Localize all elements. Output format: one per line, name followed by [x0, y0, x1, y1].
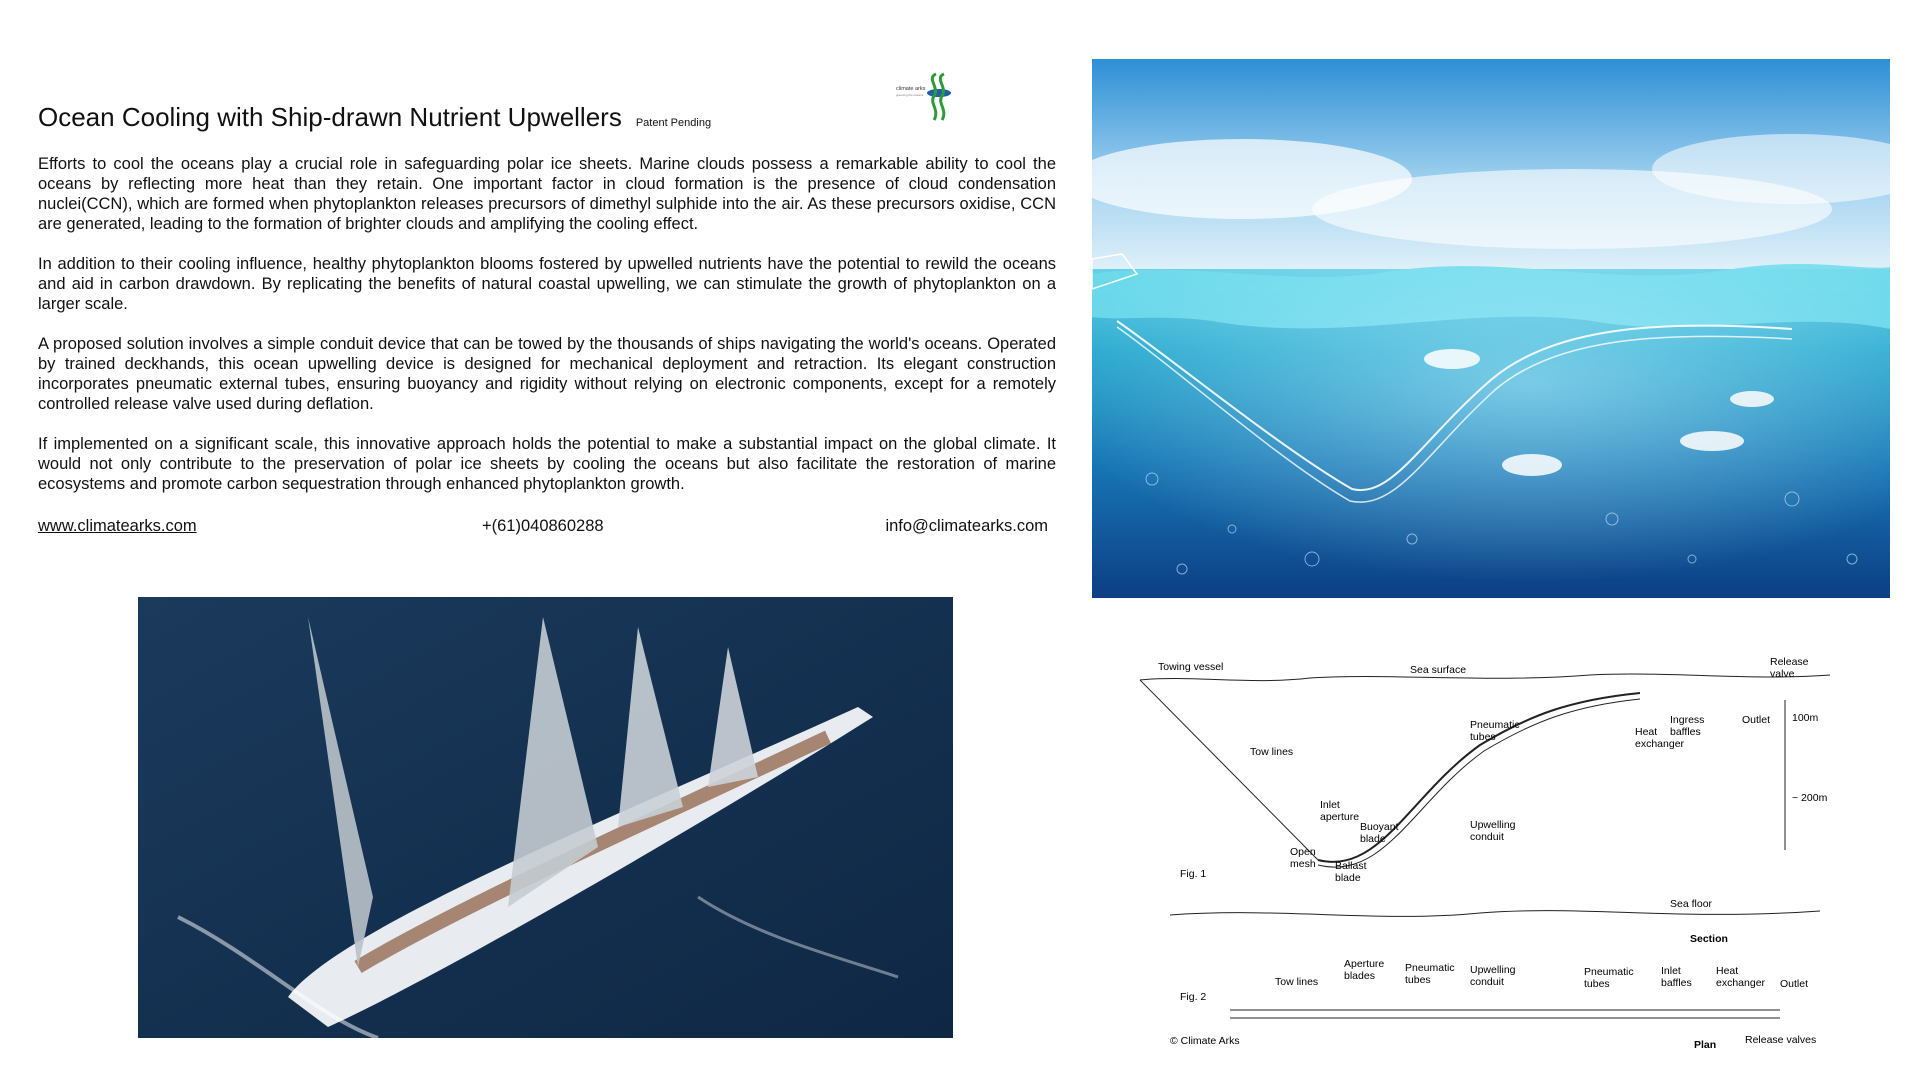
fig2-tow-lines-label: Tow lines [1275, 976, 1319, 988]
page-title: Ocean Cooling with Ship-drawn Nutrient Upwellers [38, 102, 622, 132]
fig2-upwelling-label-2: conduit [1470, 976, 1504, 988]
fig2-inlet-label-1: Inlet [1661, 965, 1681, 977]
fig2-upwelling-label-1: Upwelling [1470, 964, 1516, 976]
fig1-buoyant-label-1: Buoyant [1360, 821, 1399, 833]
paragraph-4: If implemented on a significant scale, this innovative approach holds the potential to make a substantial impact on the global climate. It would not only contribute to the preservation of polar ice sheets by cooling the oceans but also facilitate the restoration of marine ecosystems and promote carbon sequestration through enhanced phytoplankton growth. [38, 435, 1056, 493]
fig1-heat-label-1: Heat [1635, 726, 1658, 738]
fig1-ballast-label-2: blade [1335, 872, 1361, 884]
svg-text:greening the oceans: greening the oceans [896, 93, 924, 97]
email-address: info@climatearks.com [885, 517, 1048, 535]
fig1-release-valve-label-1: Release [1770, 656, 1809, 668]
fig1-heat-label-2: exchanger [1635, 738, 1685, 750]
fig1-open-mesh-label-1: Open [1290, 846, 1316, 858]
sailing-ship-photo [138, 597, 953, 1038]
fig1-sea-floor-label: Sea floor [1670, 898, 1713, 910]
fig1-sea-surface-label: Sea surface [1410, 664, 1467, 676]
fig1-pneumatic-label-1: Pneumatic [1470, 719, 1520, 731]
fig2-heat-label-1: Heat [1716, 965, 1739, 977]
phone-number: +(61)040860288 [482, 517, 604, 535]
fig1-outlet-label: Outlet [1742, 714, 1771, 726]
fig1-towing-vessel-label: Towing vessel [1158, 661, 1224, 673]
fig2-pneumatic-b-label-2: tubes [1584, 978, 1610, 990]
fig2-release-valves-label: Release valves [1745, 1034, 1817, 1046]
upweller-technical-diagram [1130, 645, 1840, 1055]
fig1-upwelling-label-1: Upwelling [1470, 819, 1516, 831]
fig1-tow-lines-label: Tow lines [1250, 746, 1294, 758]
fig1-inlet-label-1: Inlet [1320, 799, 1340, 811]
fig1-buoyant-label-2: blade [1360, 833, 1386, 845]
fig2-heat-label-2: exchanger [1716, 977, 1766, 989]
fig1-depth-200m-label: ~ 200m [1792, 792, 1828, 804]
paragraph-1: Efforts to cool the oceans play a crucial role in safeguarding polar ice sheets. Marine clouds possess a remarkable ability to cool the oceans by reflecting more heat than they retain. One important factor in cloud formation is the presence of cloud condensation nuclei(CCN), which are formed when phytoplankton releases precursors of dimethyl sulphide into the air. As these precursors oxidise, CCN are generated, leading to the formation of brighter clouds and amplifying the cooling effect. [38, 155, 1056, 233]
ocean-upweller-illustration [1092, 59, 1890, 598]
body-text [38, 154, 1056, 514]
fig2-copyright: © Climate Arks [1170, 1035, 1240, 1047]
patent-pending-note: Patent Pending [635, 117, 712, 129]
fig2-aperture-label-1: Aperture [1344, 958, 1385, 970]
paragraph-3: A proposed solution involves a simple conduit device that can be towed by the thousands of ships navigating the world's oceans. Operated by trained deckhands, this ocean upwelling device is designed for mechanical deployment and retraction. Its elegant construction incorporates pneumatic external tubes, ensuring buoyancy and rigidity without relying on electronic components, except for a remotely controlled release valve used during deflation. [38, 335, 1056, 413]
fig2-inlet-label-2: baffles [1661, 977, 1692, 989]
fig1-depth-100m-label: 100m [1792, 712, 1819, 724]
fig2-pneumatic-label-1: Pneumatic [1405, 962, 1455, 974]
fig1-ballast-label-1: Ballast [1335, 860, 1367, 872]
fig1-open-mesh-label-2: mesh [1290, 858, 1316, 870]
website-link[interactable]: www.climatearks.com [38, 517, 197, 535]
fig2-aperture-label-2: blades [1344, 970, 1375, 982]
fig1-release-valve-label-2: valve [1770, 668, 1795, 680]
svg-text:climate arks: climate arks [896, 86, 926, 92]
fig2-outlet-label: Outlet [1780, 978, 1809, 990]
fig1-pneumatic-label-2: tubes [1470, 731, 1496, 743]
fig1-label: Fig. 1 [1180, 868, 1207, 880]
fig2-pneumatic-label-2: tubes [1405, 974, 1431, 986]
fig2-label: Fig. 2 [1180, 991, 1207, 1003]
fig2-section-label: Section [1690, 933, 1728, 945]
fig1-inlet-label-2: aperture [1320, 811, 1360, 823]
paragraph-2: In addition to their cooling influence, healthy phytoplankton blooms fostered by upwelled nutrients have the potential to rewild the oceans and aid in carbon drawdown. By replicating the benefits of natural coastal upwelling, we can stimulate the growth of phytoplankton on a larger scale. [38, 255, 1056, 313]
title-row [38, 102, 711, 133]
fig1-upwelling-label-2: conduit [1470, 831, 1504, 843]
fig2-pneumatic-b-label-1: Pneumatic [1584, 966, 1634, 978]
contact-row [38, 517, 1056, 539]
fig1-ingress-label-2: baffles [1670, 726, 1701, 738]
fig2-plan-label: Plan [1694, 1039, 1717, 1051]
climate-arks-logo [896, 70, 960, 124]
fig1-ingress-label-1: Ingress [1670, 714, 1705, 726]
